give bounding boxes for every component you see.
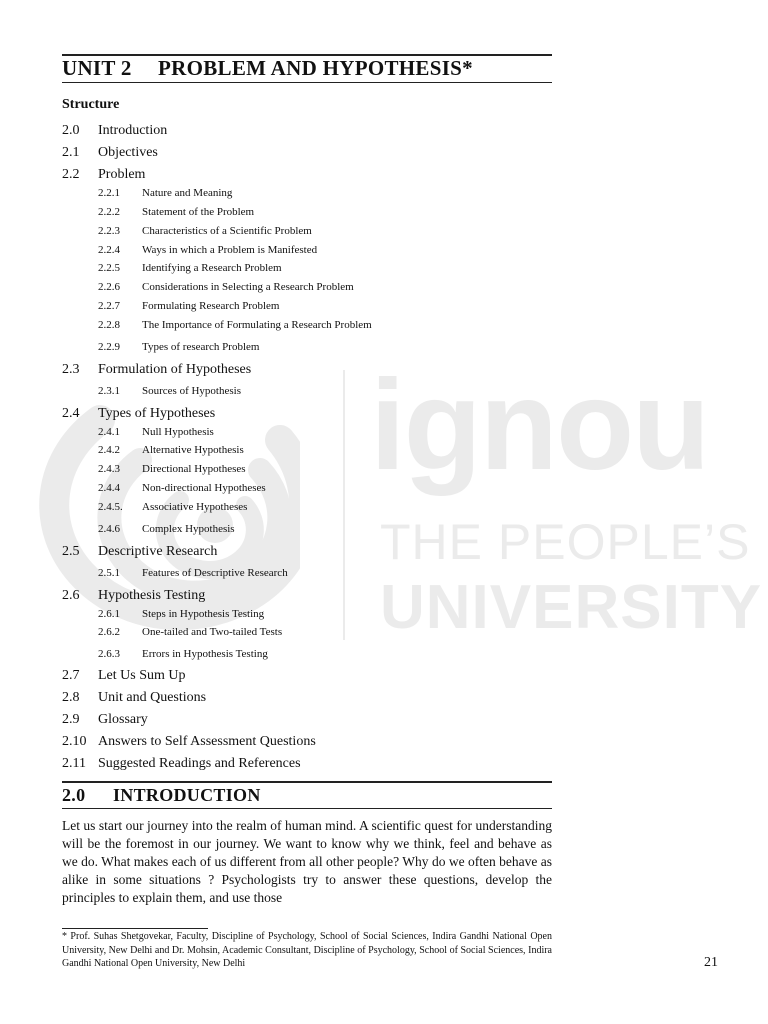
toc-number: 2.1 [62,145,80,160]
toc-subsection [98,204,254,220]
toc-label: Associative Hypotheses [142,501,248,513]
toc-number: 2.6.2 [98,626,120,638]
toc-label: Features of Descriptive Research [142,567,288,579]
toc-label: Errors in Hypothesis Testing [142,648,268,660]
toc-subsection [98,242,317,258]
toc-number: 2.4.5. [98,501,123,513]
toc-section [62,360,251,380]
watermark-tagline-2: UNIVERSITY [380,573,763,642]
toc-number: 2.4.2 [98,444,120,456]
toc-subsection [98,442,244,458]
toc-number: 2.4 [62,406,80,421]
toc-number: 2.2.1 [98,187,120,199]
toc-number: 2.2.2 [98,206,120,218]
toc-subsection [98,424,214,440]
toc-label: Types of research Problem [142,341,260,353]
toc-number: 2.4.1 [98,426,120,438]
toc-number: 2.2 [62,167,80,182]
toc-section [62,165,145,185]
toc-label: Descriptive Research [98,544,218,559]
watermark-brand: ignou [370,354,709,497]
toc-subsection [98,646,268,662]
toc-label: Hypothesis Testing [98,588,206,603]
section-title: INTRODUCTION [113,785,261,805]
toc-label: Statement of the Problem [142,206,255,218]
toc-subsection [98,461,246,477]
toc-number: 2.5 [62,544,80,559]
toc-label: Non-directional Hypotheses [142,482,266,494]
toc-number: 2.2.7 [98,300,120,312]
toc-subsection [98,317,372,333]
toc-number: 2.11 [62,756,86,771]
toc-number: 2.2.9 [98,341,120,353]
toc-label: The Importance of Formulating a Research Problem [142,319,372,331]
structure-heading: Structure [62,97,120,112]
unit-title [62,56,473,81]
toc-subsection [98,339,259,355]
toc-section [62,143,158,163]
toc-number: 2.2.8 [98,319,120,331]
toc-label: One-tailed and Two-tailed Tests [142,626,283,638]
toc-number: 2.8 [62,690,80,705]
toc-subsection [98,565,288,581]
toc-number: 2.6.1 [98,608,120,620]
toc-subsection [98,298,279,314]
footnote: * Prof. Suhas Shetgovekar, Faculty, Discipline of Psychology, School of Social Sciences, Indira Gandhi National Open University, New Delhi and Dr. Mohsin, Academic Consultant, Discipline of Psychology, School of Social Sciences, Indira Gandhi National Open University, New Delhi [62,931,552,969]
toc-section [62,754,301,774]
toc-label: Answers to Self Assessment Questions [98,734,316,749]
unit-number: UNIT 2 [62,56,132,80]
toc-number: 2.9 [62,712,80,727]
toc-subsection [98,279,354,295]
title-bottom-rule [62,82,552,83]
toc-subsection [98,480,266,496]
toc-section [62,404,215,424]
toc-label: Unit and Questions [98,690,207,705]
toc-number: 2.3.1 [98,385,120,397]
toc-section [62,732,316,752]
toc-number: 2.4.6 [98,523,120,535]
toc-label: Problem [98,167,146,182]
toc-subsection [98,606,264,622]
toc-label: Null Hypothesis [142,426,214,438]
toc-label: Alternative Hypothesis [142,444,244,456]
intro-paragraph: Let us start our journey into the realm of human mind. A scientific quest for understanding will be the foremost in our journey. We want to know why we think, feel and behave as we do. What makes each of us different from all other people? Why do we often behave as alike in some situations ? Psychologists try to answer these questions, develop the principles to explain them, and use those [62,818,552,905]
toc-number: 2.10 [62,734,87,749]
toc-label: Ways in which a Problem is Manifested [142,244,318,256]
intro-bottom-rule [62,808,552,809]
toc-number: 2.4.4 [98,482,120,494]
intro-top-rule [62,781,552,783]
section-number: 2.0 [62,785,86,805]
toc-subsection [98,260,282,276]
toc-label: Let Us Sum Up [98,668,186,683]
page-number: 21 [704,955,718,970]
toc-subsection [98,383,241,399]
toc-label: Directional Hypotheses [142,463,246,475]
toc-section [62,121,167,141]
toc-subsection [98,521,235,537]
toc-number: 2.2.4 [98,244,120,256]
toc-label: Nature and Meaning [142,187,233,199]
toc-section [62,586,205,606]
toc-number: 2.2.6 [98,281,120,293]
toc-subsection [98,624,282,640]
toc-label: Types of Hypotheses [98,406,216,421]
unit-name: PROBLEM AND HYPOTHESIS* [158,56,473,80]
watermark-tagline-1: THE PEOPLE’S [380,514,751,570]
toc-number: 2.5.1 [98,567,120,579]
toc-label: Glossary [98,712,148,727]
toc-number: 2.4.3 [98,463,120,475]
toc-number: 2.6 [62,588,80,603]
toc-subsection [98,223,312,239]
toc-label: Introduction [98,123,168,138]
toc-label: Steps in Hypothesis Testing [142,608,265,620]
toc-number: 2.6.3 [98,648,120,660]
footnote-rule [62,928,208,929]
toc-label: Characteristics of a Scientific Problem [142,225,312,237]
toc-subsection [98,499,247,515]
toc-section [62,542,217,562]
toc-label: Objectives [98,145,158,160]
toc-label: Sources of Hypothesis [142,385,241,397]
toc-number: 2.0 [62,123,80,138]
toc-section [62,666,186,686]
toc-label: Complex Hypothesis [142,523,235,535]
section-heading [62,785,261,806]
toc-label: Identifying a Research Problem [142,262,282,274]
toc-number: 2.2.3 [98,225,120,237]
toc-number: 2.3 [62,362,80,377]
toc-subsection [98,185,232,201]
toc-number: 2.2.5 [98,262,120,274]
toc-label: Considerations in Selecting a Research Problem [142,281,354,293]
toc-label: Formulation of Hypotheses [98,362,252,377]
toc-section [62,688,206,708]
toc-section [62,710,148,730]
toc-label: Suggested Readings and References [98,756,301,771]
toc-label: Formulating Research Problem [142,300,280,312]
toc-number: 2.7 [62,668,80,683]
